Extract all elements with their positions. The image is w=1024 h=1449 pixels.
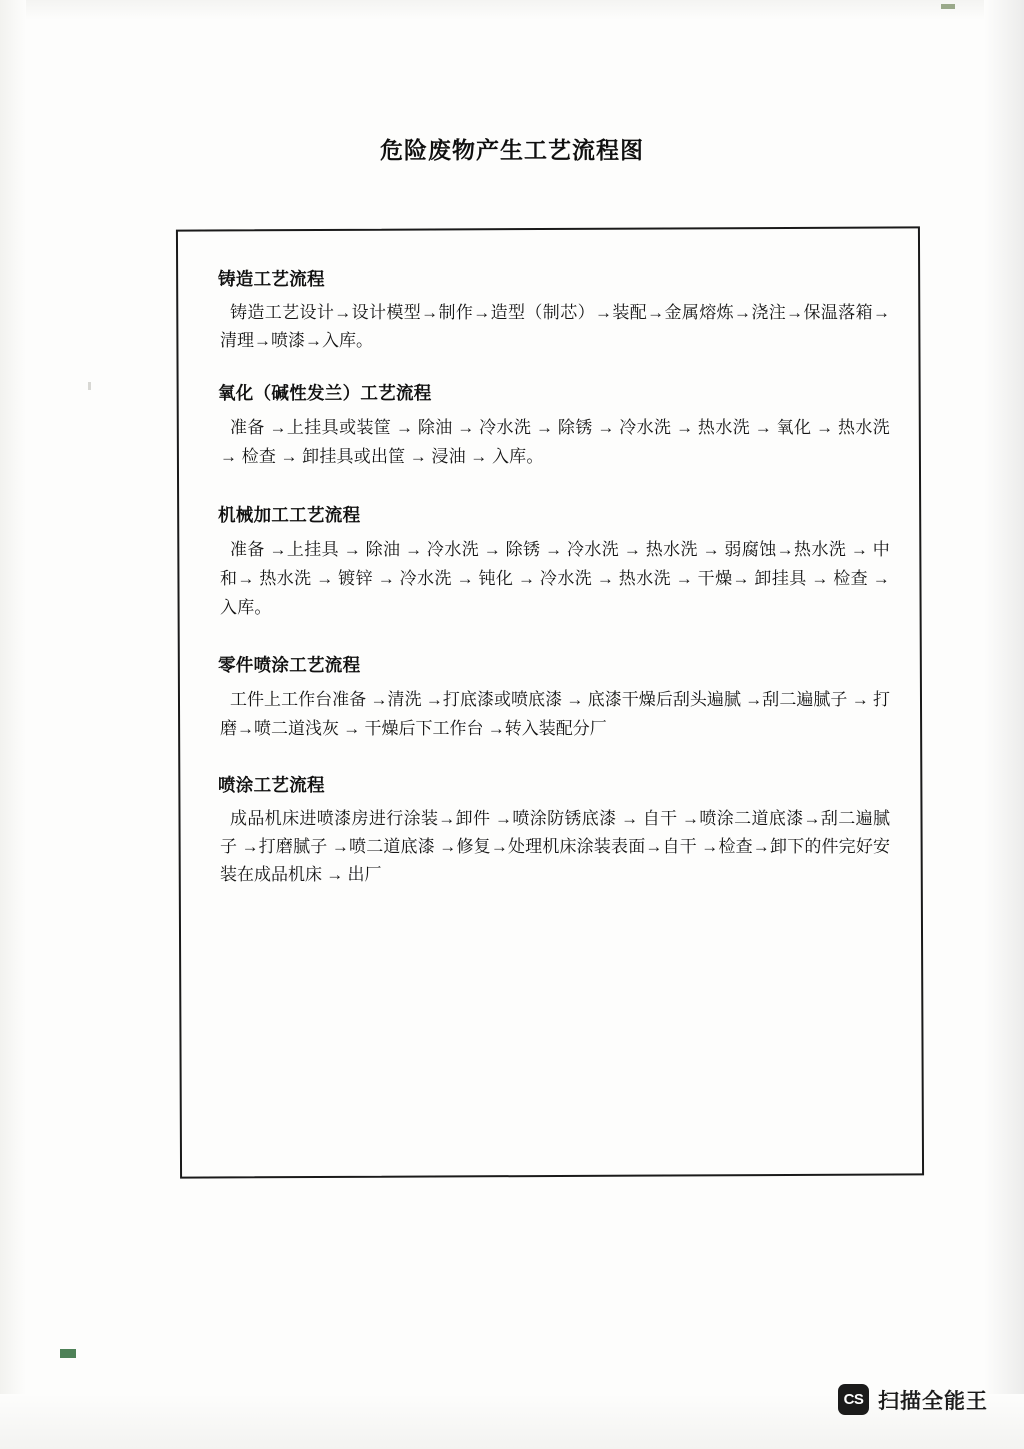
camscanner-label: 扫描全能王 [878,1389,988,1413]
section-body: 工件上工作台准备 →清洗 →打底漆或喷底漆 → 底漆干燥后刮头遍腻 →刮二遍腻子 → 打磨→喷二道浅灰 → 干燥后下工作台 →转入装配分厂 [220,690,890,739]
section-heading: 氧化（碱性发兰）工艺流程 [218,383,432,404]
camscanner-logo-icon: CS [838,1384,869,1415]
scan-edge-top [0,0,1024,20]
section-heading: 喷涂工艺流程 [218,774,325,795]
page-title: 危险废物产生工艺流程图 [380,137,644,163]
section-casting-process [212,266,892,354]
section-body: 铸造工艺设计→设计模型→制作→造型（制芯）→装配→金属熔炼→浇注→保温落箱→清理→喷漆→入库。 [220,303,890,350]
section-body: 成品机床进喷漆房进行涂装→卸件 →喷涂防锈底漆 → 自干 →喷涂二道底漆→刮二遍腻子 →打磨腻子 →喷二道底漆 →修复→处理机床涂装表面→自干 →检查→卸下的件完好安装在成品机床 → 出厂 [220,808,890,885]
section-heading: 零件喷涂工艺流程 [218,655,361,676]
scan-artifact-top [941,4,955,9]
section-oxidation-process [212,380,892,471]
scan-artifact-bottom [60,1349,76,1358]
section-heading: 机械加工工艺流程 [218,504,361,525]
section-machining-process [212,502,892,623]
camscanner-watermark [838,1384,988,1415]
section-heading: 铸造工艺流程 [218,269,325,289]
scan-artifact-dot [88,382,91,390]
scan-edge-left [0,0,26,1449]
process-list [196,250,908,1155]
scan-edge-right [984,0,1024,1449]
section-spray-coating-process [212,772,892,890]
section-part-painting-process [212,652,892,743]
section-body: 准备 →上挂具或装筐 → 除油 → 冷水洗 → 除锈 → 冷水洗 → 热水洗 → 氧化 → 热水洗 → 检查 → 卸挂具或出筐 → 浸油 → 入库。 [220,418,890,467]
section-body: 准备 →上挂具 → 除油 → 冷水洗 → 除锈 → 冷水洗 → 热水洗 → 弱腐蚀→热水洗 → 中和→ 热水洗 → 镀锌 → 冷水洗 → 钝化 → 冷水洗 → 热水洗 → 干燥→ 卸挂具 → 检查 → 入库。 [220,539,890,617]
